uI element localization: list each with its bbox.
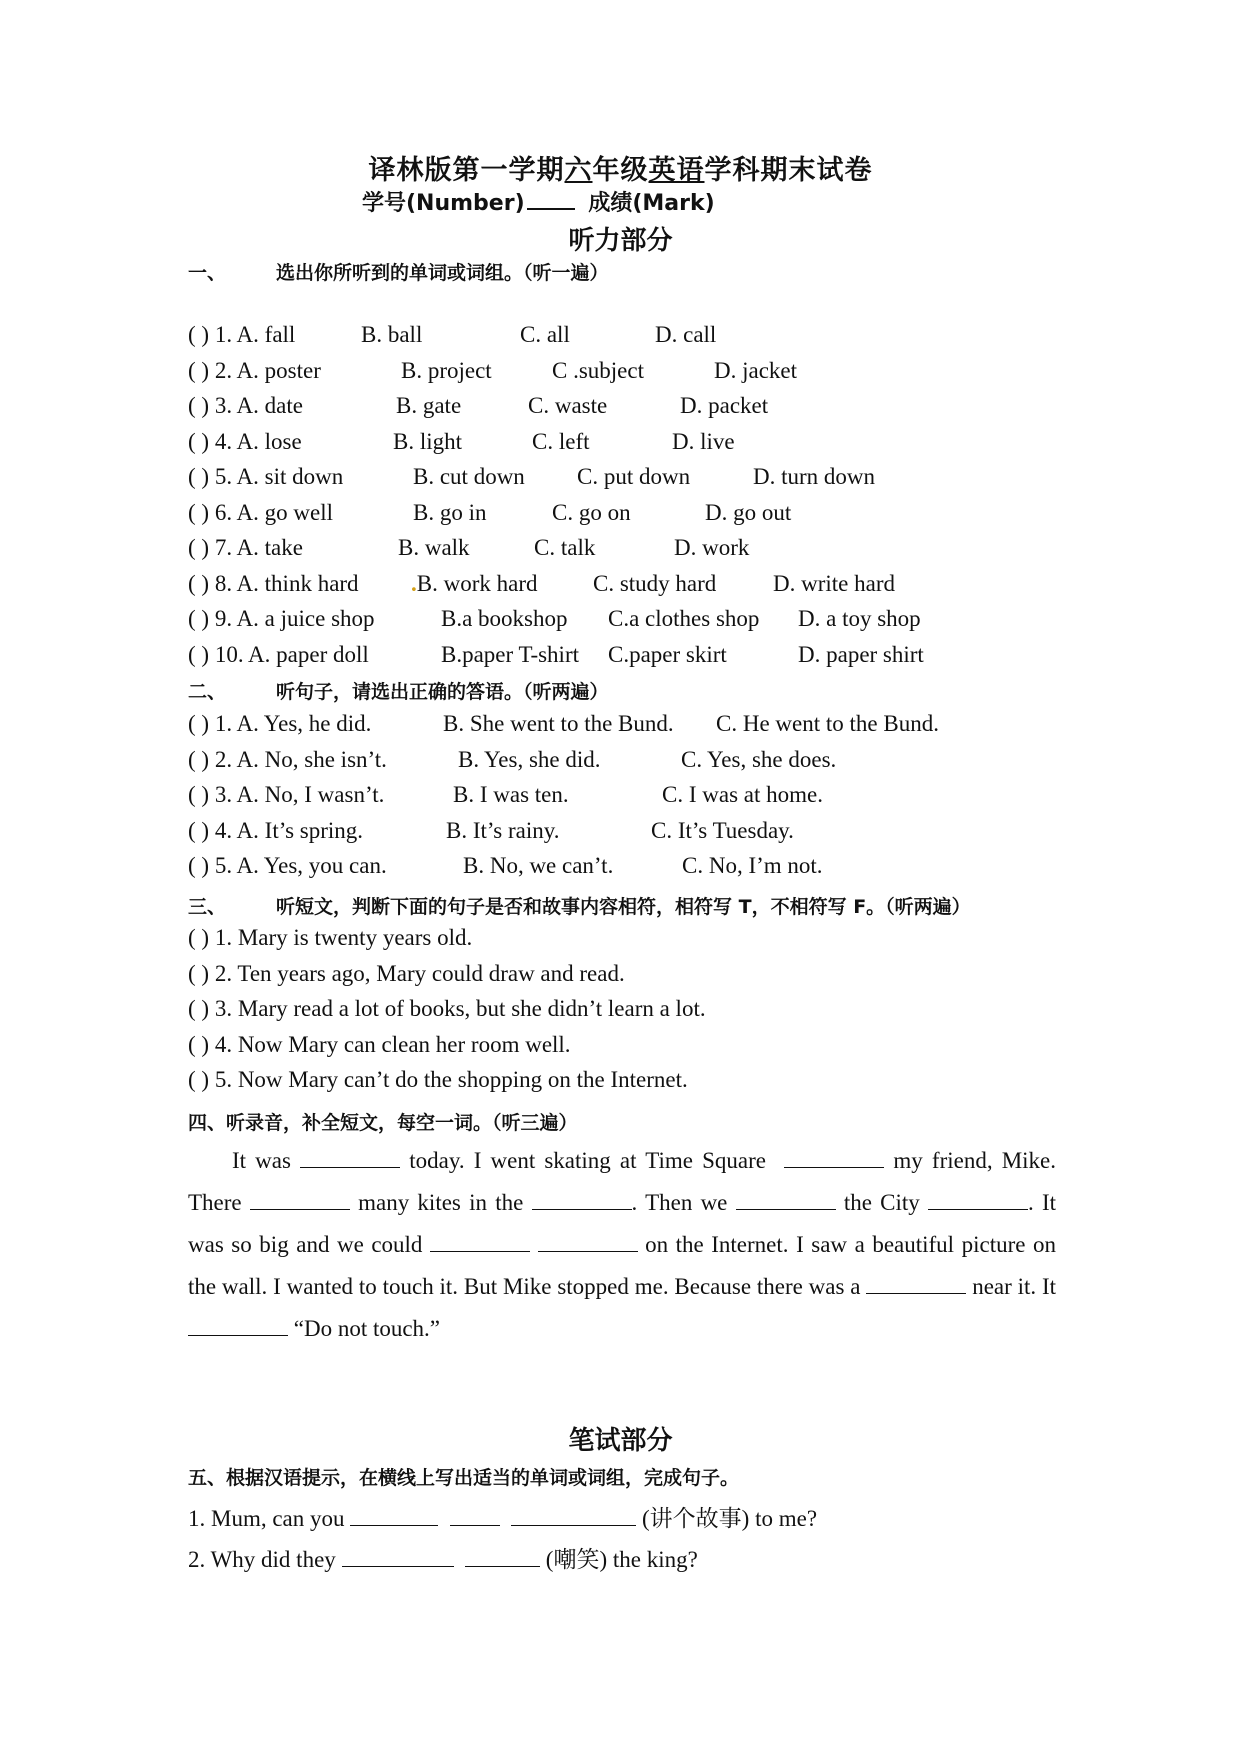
question-option-d: D. jacket [714, 357, 798, 383]
answer-blank[interactable] [450, 1503, 500, 1526]
question-option-d: D. a toy shop [798, 606, 921, 631]
answer-option-c: C. No, I’m not. [682, 853, 823, 878]
question-option-d: D. go out [705, 499, 792, 525]
question-option-d: D. call [655, 322, 717, 347]
question-option-d: D. live [672, 428, 735, 454]
answer-option-c: C. It’s Tuesday. [651, 817, 794, 843]
blank[interactable] [736, 1187, 836, 1210]
blank[interactable] [300, 1145, 400, 1168]
statement-text: ( ) 1. Mary is twenty years old. [188, 925, 473, 950]
listening-part-title: 听力部分 [568, 226, 673, 256]
section-1-heading [188, 258, 609, 285]
section-number: 一、 [188, 262, 227, 284]
section-instruction: 听短文，判断下面的句子是否和故事内容相符，相符写 T，不相符写 F。（听两遍） [276, 896, 971, 918]
question-option-a: ( ) 8. A. think hard [188, 570, 359, 596]
blank[interactable] [866, 1271, 966, 1294]
question-option-a: ( ) 9. A. a juice shop [188, 606, 375, 631]
question-option-b: B. go in [413, 499, 487, 525]
blank[interactable] [250, 1187, 350, 1210]
number-field[interactable] [527, 190, 575, 210]
title-part: 学科期末试卷 [704, 155, 873, 186]
answer-option-b: B. No, we can’t. [463, 853, 614, 878]
question-option-b: B. walk [398, 535, 470, 560]
section-instruction: 听句子，请选出正确的答语。（听两遍） [276, 681, 609, 703]
blank[interactable] [784, 1145, 884, 1168]
question-option-c: C.a clothes shop [608, 606, 760, 631]
answer-blank[interactable] [342, 1544, 454, 1567]
question-option-b: B.a bookshop [441, 606, 568, 631]
blank[interactable] [538, 1229, 638, 1252]
statement-text: ( ) 2. Ten years ago, Mary could draw and read. [188, 960, 625, 986]
answer-option-c: C. He went to the Bund. [716, 711, 939, 736]
question-option-a: ( ) 6. A. go well [188, 499, 334, 525]
question-option-c: C .subject [552, 357, 644, 383]
question-option-c: C. go on [552, 499, 631, 525]
answer-option-a: ( ) 2. A. No, she isn’t. [188, 746, 387, 772]
section-4-heading: 四、听录音，补全短文，每空一词。（听三遍） [188, 1112, 578, 1134]
question-option-b: .B. work hard [411, 570, 538, 596]
section-2-heading [188, 677, 609, 704]
statement-text: ( ) 4. Now Mary can clean her room well. [188, 1031, 571, 1057]
title-subject: 英语 [648, 155, 705, 186]
question-option-d: D. packet [680, 393, 769, 418]
statement-text: ( ) 5. Now Mary can’t do the shopping on the Internet. [188, 1067, 688, 1092]
question-5-1: 1. Mum, can you (讲个故事) to me? [188, 1500, 817, 1533]
question-option-a: ( ) 5. A. sit down [188, 464, 344, 489]
answer-option-a: ( ) 4. A. It’s spring. [188, 817, 364, 843]
section-number: 三、 [188, 896, 227, 918]
written-part-title: 笔试部分 [568, 1426, 673, 1456]
question-option-b: B. light [393, 428, 463, 454]
answer-option-b: B. She went to the Bund. [443, 711, 674, 736]
answer-option-a: ( ) 1. A. Yes, he did. [188, 711, 372, 736]
answer-option-a: ( ) 5. A. Yes, you can. [188, 853, 387, 878]
question-5-2: 2. Why did they (嘲笑) the king? [188, 1541, 698, 1574]
answer-option-c: C. Yes, she does. [681, 746, 837, 772]
cloze-paragraph: It was today. I went skating at Time Square my friend, Mike. There many kites in the . Then we the City . It was so big and we could on the Internet. I saw a beautiful picture on the wall. I wanted to touch it. But Mike stopped me. Because there was a near it. It “Do not touch.” [188, 1140, 1056, 1350]
section-3-heading [188, 892, 971, 919]
question-option-b: B. ball [361, 322, 423, 347]
question-option-a: ( ) 7. A. take [188, 535, 303, 560]
answer-option-b: B. I was ten. [453, 782, 569, 807]
question-option-c: C. all [520, 322, 570, 347]
question-option-b: B. cut down [413, 464, 525, 489]
question-option-a: ( ) 3. A. date [188, 393, 303, 418]
question-option-b: B.paper T-shirt [441, 641, 579, 667]
question-option-d: D. paper shirt [798, 641, 924, 667]
question-option-a: ( ) 4. A. lose [188, 428, 302, 454]
title-grade: 六 [564, 155, 593, 186]
exam-title [0, 148, 1241, 187]
question-option-c: C. waste [528, 393, 608, 418]
dot-mark: . [411, 570, 417, 596]
question-option-c: C. left [532, 428, 590, 454]
answer-option-a: ( ) 3. A. No, I wasn’t. [188, 782, 385, 807]
section-instruction: 选出你所听到的单词或词组。（听一遍） [276, 262, 609, 284]
section-number: 二、 [188, 681, 227, 703]
student-info [362, 186, 715, 217]
answer-blank[interactable] [350, 1503, 438, 1526]
question-option-b: B. project [401, 357, 492, 383]
question-option-c: C. put down [577, 464, 691, 489]
answer-blank[interactable] [511, 1503, 636, 1526]
question-option-c: C.paper skirt [608, 641, 727, 667]
answer-option-c: C. I was at home. [662, 782, 823, 807]
question-option-d: D. turn down [753, 464, 876, 489]
blank[interactable] [928, 1187, 1028, 1210]
question-option-a: ( ) 10. A. paper doll [188, 641, 369, 667]
question-option-d: D. write hard [773, 570, 895, 596]
answer-option-b: B. Yes, she did. [458, 746, 601, 772]
question-option-c: C. talk [534, 535, 596, 560]
number-label: 学号(Number) [362, 191, 525, 216]
question-option-b: B. gate [396, 393, 462, 418]
answer-blank[interactable] [465, 1544, 540, 1567]
mark-label: 成绩(Mark) [588, 191, 715, 216]
question-option-a: ( ) 1. A. fall [188, 322, 296, 347]
statement-text: ( ) 3. Mary read a lot of books, but she didn’t learn a lot. [188, 996, 706, 1021]
question-option-d: D. work [674, 535, 750, 560]
title-part: 译林版第一学期 [368, 155, 565, 186]
blank[interactable] [532, 1187, 632, 1210]
answer-option-b: B. It’s rainy. [446, 817, 560, 843]
blank[interactable] [188, 1313, 288, 1336]
question-option-c: C. study hard [593, 570, 717, 596]
question-option-a: ( ) 2. A. poster [188, 357, 321, 383]
section-5-heading: 五、根据汉语提示，在横线上写出适当的单词或词组，完成句子。 [188, 1467, 740, 1489]
blank[interactable] [430, 1229, 530, 1252]
title-part: 年级 [592, 155, 649, 186]
